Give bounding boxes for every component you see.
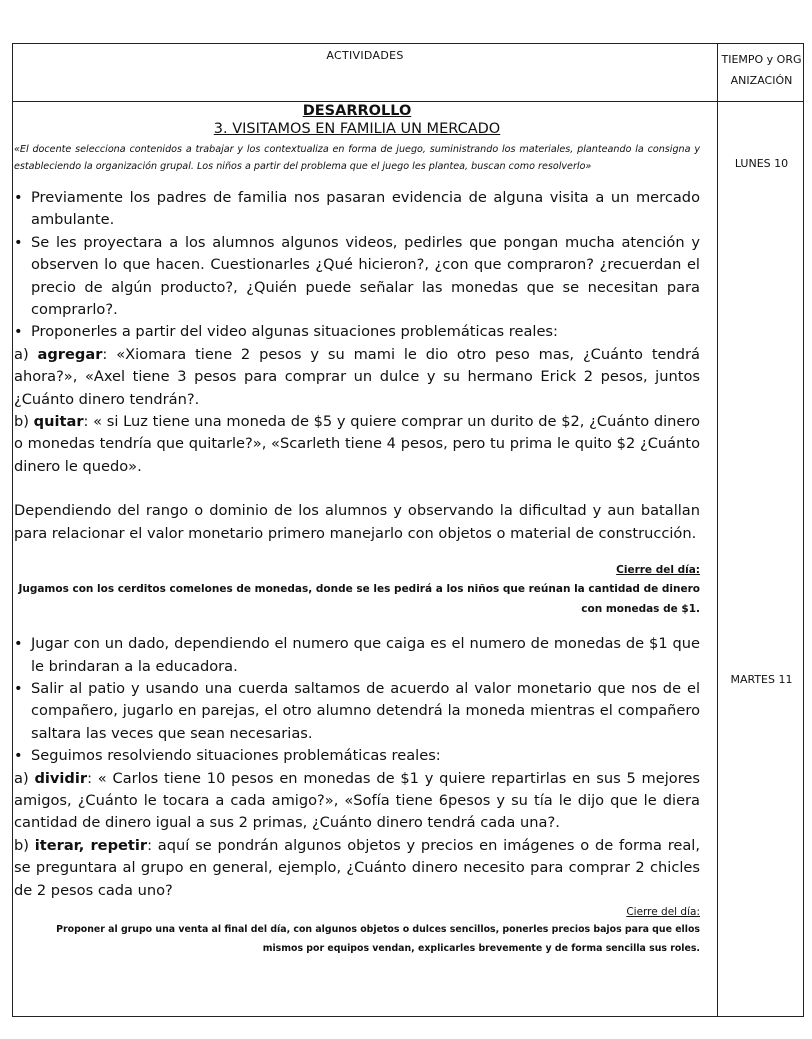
cierre-text: Jugamos con los cerditos comelones de monedas, donde se les pedirá a los niños que reúnan la cantidad de dinero con monedas de $1. [18, 583, 700, 616]
activities-content [14, 102, 700, 958]
list-item: • Proponerles a partir del video algunas situaciones problemáticas reales: [14, 323, 558, 341]
list-item-text: Se les proyectara a los alumnos algunos videos, pedirles que pongan mucha atención y observen lo que hacen. Cuestionarles ¿Qué hicieron?, ¿con que compraron? ¿recuerdan el precio de algún producto?, ¿Quién puede señalar las monedas que se necesitan para comprarlo?. [31, 233, 700, 319]
problem-keyword: quitar [33, 413, 84, 431]
cierre-text: Proponer al grupo una venta al final del día, con algunos objetos o dulces sencillos, ponerles precios bajos para que ellos mismos por equipos vendan, explicarles brevemente y de forma sencilla sus roles. [56, 923, 700, 954]
column-divider [717, 44, 718, 1016]
list-item: • Salir al patio y usando una cuerda saltamos de acuerdo al valor monetario que nos de el compañero, jugarlo en parejas, el otro alumno detendrá la moneda mientras el compañero saltara las veces que sean necesarias. [14, 679, 700, 742]
problem-keyword: iterar, repetir [34, 836, 148, 854]
problem-iterar [14, 835, 700, 902]
list-item: • Jugar con un dado, dependiendo el numero que caiga es el numero de monedas de $1 que le brindaran a la educadora. [14, 635, 700, 675]
section-intro: «El docente selecciona contenidos a trabajar y los contextualiza en forma de juego, suministrando los materiales, planteando la consigna y estableciendo la organización grupal. Los niños a partir del problema que el juego les plantea, buscan como resolverlo» [14, 144, 700, 172]
problem-text: : «Xiomara tiene 2 pesos y su mami le dio otro peso mas, ¿Cuánto tendrá ahora?», «Axel tiene 3 pesos para comprar un dulce y su hermano Erick 2 pesos, juntos ¿Cuánto dinero tendrán?. [14, 345, 700, 408]
list-item-text: Salir al patio y usando una cuerda saltamos de acuerdo al valor monetario que nos de el compañero, jugarlo en parejas, el otro alumno detendrá la moneda mientras el compañero saltara las veces que sean necesarias. [31, 679, 700, 742]
header-activities: ACTIVIDADES [326, 49, 404, 62]
list-item: • Previamente los padres de familia nos pasaran evidencia de alguna visita a un mercado ambulante. [14, 189, 700, 229]
list-item-text: Proponerles a partir del video algunas situaciones problemáticas reales: [31, 323, 558, 341]
list-item-text: Previamente los padres de familia nos pasaran evidencia de alguna visita a un mercado ambulante. [31, 189, 700, 229]
problem-letter: a) [14, 769, 29, 787]
header-time-organization: TIEMPO y ORGANIZACIÓN [721, 53, 802, 87]
problem-agregar [14, 344, 700, 411]
problem-letter: b) [14, 836, 29, 854]
problem-text: : « si Luz tiene una moneda de $5 y quiere comprar un durito de $2, ¿Cuánto dinero o monedas tendría que quitarle?», «Scarleth tiene 4 pesos, pero tu prima le quito $2 ¿Cuánto dinero le quedo». [14, 413, 701, 475]
body-paragraph: Dependiendo del rango o dominio de los alumnos y observando la dificultad y aun batallan para relacionar el valor monetario primero manejarlo con objetos o material de construcción. [14, 502, 700, 542]
cierre-heading: Cierre del día: [626, 905, 700, 918]
day-monday: LUNES 10 [734, 157, 789, 170]
list-item: • Se les proyectara a los alumnos algunos videos, pedirles que pongan mucha atención y observen lo que hacen. Cuestionarles ¿Qué hicieron?, ¿con que compraron? ¿recuerdan el precio de algún producto?, ¿Quién puede señalar las monedas que se necesitan para comprarlo?. [14, 233, 700, 319]
problem-dividir [14, 768, 700, 835]
list-item-text: Jugar con un dado, dependiendo el numero que caiga es el numero de monedas de $1 que le brindaran a la educadora. [31, 635, 700, 675]
day-tuesday: MARTES 11 [730, 673, 793, 686]
list-item: • Seguimos resolviendo situaciones problemáticas reales: [14, 747, 441, 765]
problem-text: : aquí se pondrán algunos objetos y precios en imágenes o de forma real, se preguntara al grupo en general, ejemplo, ¿Cuánto dinero necesito para comprar 2 chicles de 2 pesos cada uno? [14, 836, 700, 899]
problem-keyword: dividir [34, 769, 88, 787]
section-subtitle: 3. VISITAMOS EN FAMILIA UN MERCADO [213, 121, 501, 137]
problem-keyword: agregar [37, 345, 103, 363]
section-title: DESARROLLO [302, 103, 412, 119]
cierre-heading: Cierre del día: [616, 564, 700, 577]
problem-letter: b) [14, 413, 29, 431]
problem-text: : « Carlos tiene 10 pesos en monedas de $1 y quiere repartirlas en sus 5 mejores amigos, ¿Cuánto le tocara a cada amigo?», «Sofía tiene 6pesos y su tía le dijo que le diera cantidad de dinero igual a sus 2 primas, ¿Cuánto dinero tendrá cada una?. [14, 769, 700, 832]
list-item-text: Seguimos resolviendo situaciones problemáticas reales: [31, 747, 441, 765]
problem-quitar [14, 411, 700, 478]
problem-letter: a) [14, 345, 29, 363]
